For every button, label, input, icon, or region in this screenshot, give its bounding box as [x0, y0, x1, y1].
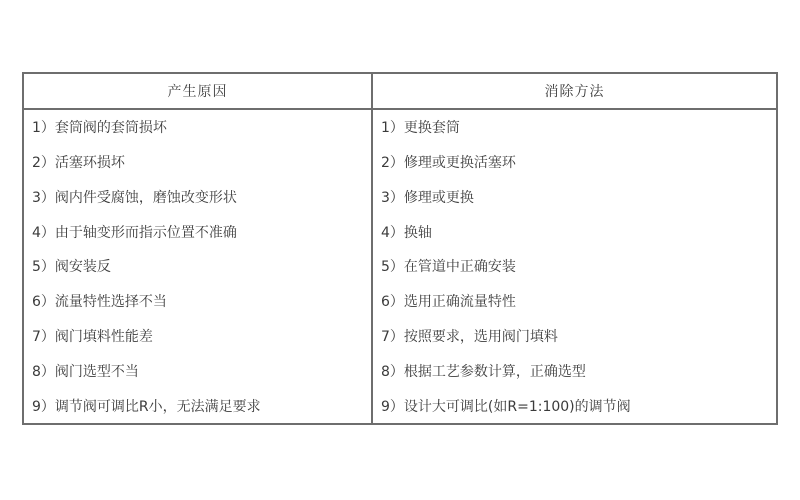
- methods-column-header: [373, 74, 776, 110]
- method-item: 7）按照要求，选用阀门填料: [381, 329, 558, 346]
- method-item: 8）根据工艺参数计算，正确选型: [381, 363, 586, 380]
- causes-header-label: 产生原因: [167, 84, 228, 100]
- method-item: 4）换轴: [381, 224, 432, 241]
- method-item: 9）设计大可调比(如R=1:100)的调节阀: [381, 398, 631, 415]
- cause-item: 8）阀门选型不当: [32, 363, 139, 380]
- causes-cell: [24, 110, 373, 423]
- method-item: 6）选用正确流量特性: [381, 294, 516, 311]
- methods-header-label: 消除方法: [544, 84, 605, 100]
- causes-column-header: [24, 74, 373, 110]
- method-item: 3）修理或更换: [381, 189, 474, 206]
- method-item: 5）在管道中正确安装: [381, 259, 516, 276]
- method-item: 2）修理或更换活塞环: [381, 155, 516, 172]
- cause-item: 7）阀门填料性能差: [32, 329, 153, 346]
- cause-item: 2）活塞环损坏: [32, 155, 125, 172]
- cause-item: 5）阀安装反: [32, 259, 111, 276]
- cause-item: 9）调节阀可调比R小，无法满足要求: [32, 398, 261, 415]
- cause-method-table: [22, 72, 778, 425]
- cause-item: 3）阀内件受腐蚀，磨蚀改变形状: [32, 189, 237, 206]
- cause-item: 6）流量特性选择不当: [32, 294, 167, 311]
- cause-item: 4）由于轴变形而指示位置不准确: [32, 224, 237, 241]
- cause-item: 1）套筒阀的套筒损坏: [32, 120, 167, 137]
- method-item: 1）更换套筒: [381, 120, 460, 137]
- methods-cell: [373, 110, 776, 423]
